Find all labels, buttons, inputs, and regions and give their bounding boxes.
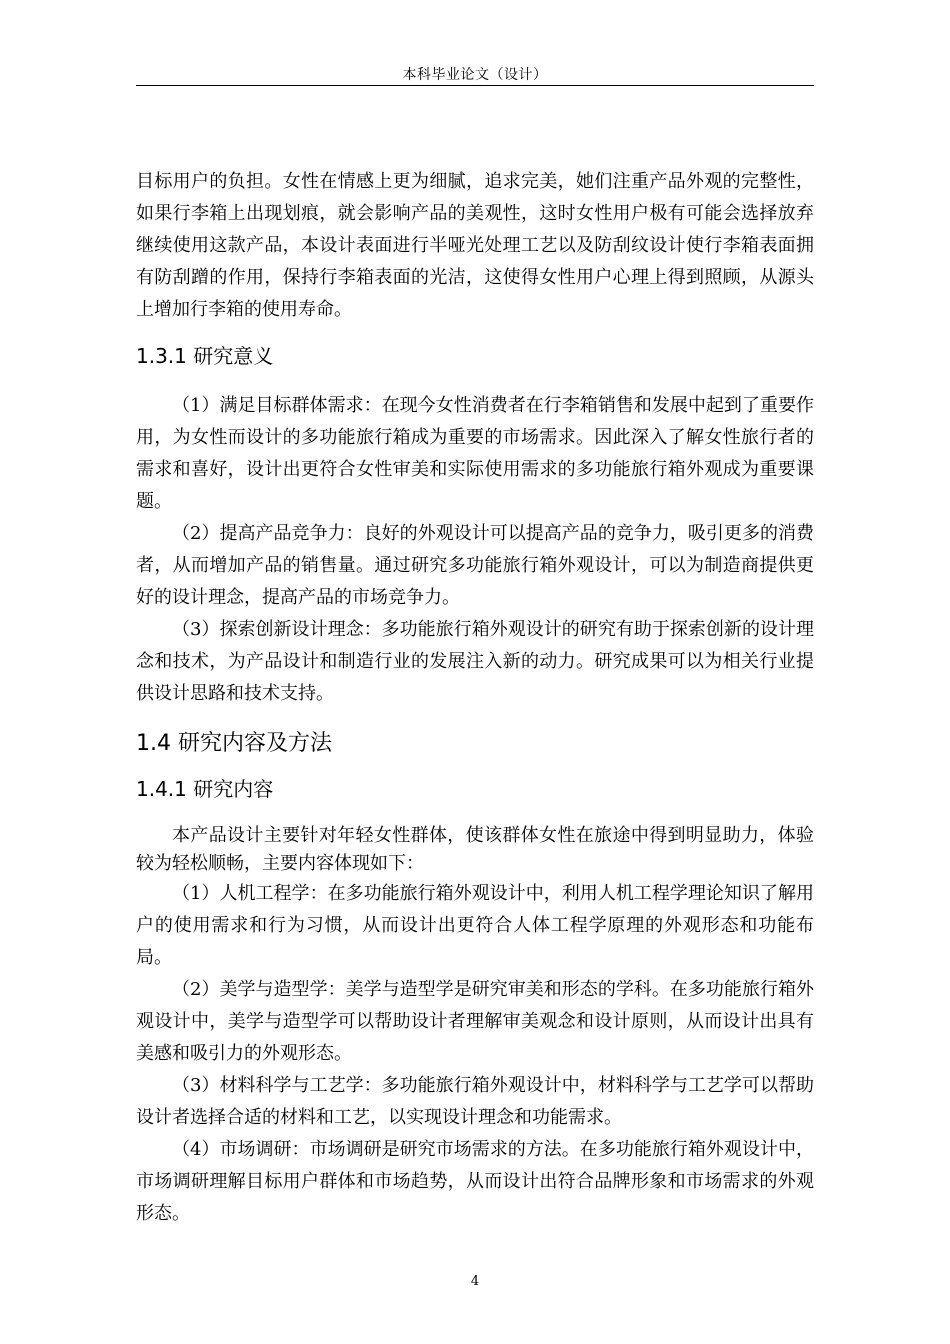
running-header: 本科毕业论文（设计） bbox=[402, 67, 548, 83]
content-paragraph-3: （3）材料科学与工艺学：多功能旅行箱外观设计中，材料科学与工艺学可以帮助设计者选择合适的材料和工艺，以实现设计理念和功能需求。 bbox=[136, 1075, 814, 1128]
content-paragraph-intro: 本产品设计主要针对年轻女性群体，使该群体女性在旅途中得到明显助力，体验较为轻松顺畅，主要内容体现如下： bbox=[136, 825, 814, 874]
section-heading-1-3-1: 1.3.1 研究意义 bbox=[136, 344, 274, 368]
content-paragraph-1: （1）人机工程学：在多功能旅行箱外观设计中，利用人机工程学理论知识了解用户的使用需求和行为习惯，从而设计出更符合人体工程学原理的外观形态和功能布局。 bbox=[136, 883, 814, 968]
header-rule bbox=[136, 85, 814, 86]
page-number: 4 bbox=[470, 1274, 480, 1289]
content-paragraph-4: （4）市场调研：市场调研是研究市场需求的方法。在多功能旅行箱外观设计中，市场调研理解目标用户群体和市场趋势，从而设计出符合品牌形象和市场需求的外观形态。 bbox=[136, 1139, 814, 1224]
significance-paragraph-2: （2）提高产品竞争力：良好的外观设计可以提高产品的竞争力，吸引更多的消费者，从而增加产品的销售量。通过研究多功能旅行箱外观设计，可以为制造商提供更好的设计理念，提高产品的市场竞争力。 bbox=[136, 523, 814, 608]
section-heading-1-4: 1.4 研究内容及方法 bbox=[136, 731, 332, 756]
significance-paragraph-1: （1）满足目标群体需求：在现今女性消费者在行李箱销售和发展中起到了重要作用，为女性而设计的多功能旅行箱成为重要的市场需求。因此深入了解女性旅行者的需求和喜好，设计出更符合女性审美和实际使用需求的多功能旅行箱外观成为重要课题。 bbox=[136, 395, 814, 512]
intro-paragraph: 目标用户的负担。女性在情感上更为细腻，追求完美，她们注重产品外观的完整性，如果行李箱上出现划痕，就会影响产品的美观性，这时女性用户极有可能会选择放弃继续使用这款产品，本设计表面进行半哑光处理工艺以及防刮纹设计使行李箱表面拥有防刮蹭的作用，保持行李箱表面的光洁，这使得女性用户心理上得到照顾，从源头上增加行李箱的使用寿命。 bbox=[136, 171, 814, 320]
significance-paragraph-3: （3）探索创新设计理念：多功能旅行箱外观设计的研究有助于探索创新的设计理念和技术，为产品设计和制造行业的发展注入新的动力。研究成果可以为相关行业提供设计思路和技术支持。 bbox=[136, 619, 814, 704]
section-heading-1-4-1: 1.4.1 研究内容 bbox=[136, 777, 274, 801]
content-paragraph-2: （2）美学与造型学：美学与造型学是研究审美和形态的学科。在多功能旅行箱外观设计中，美学与造型学可以帮助设计者理解审美观念和设计原则，从而设计出具有美感和吸引力的外观形态。 bbox=[136, 979, 814, 1064]
page-content bbox=[136, 166, 814, 1230]
